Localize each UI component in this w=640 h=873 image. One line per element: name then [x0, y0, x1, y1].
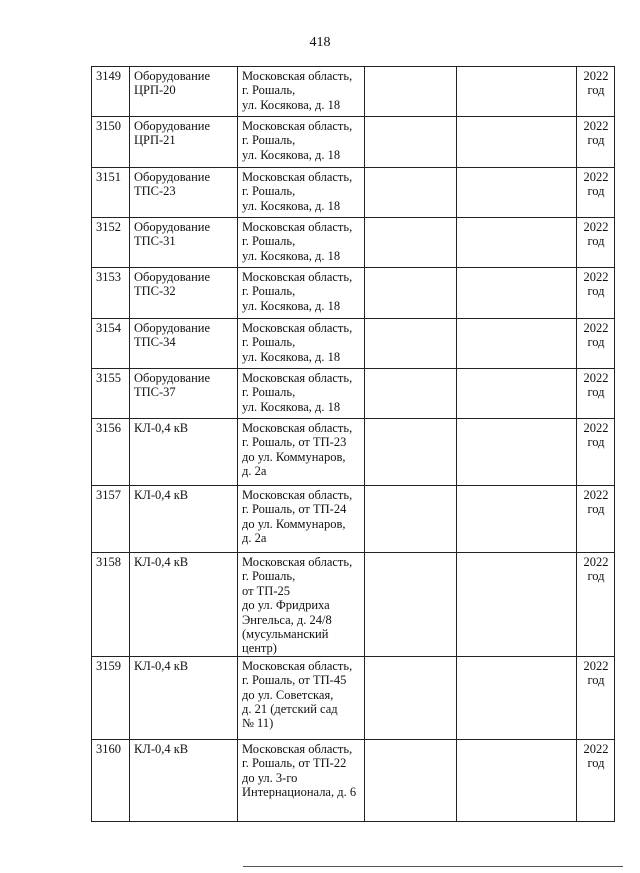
year-cell — [577, 369, 615, 419]
address-cell — [238, 319, 365, 369]
empty-cell — [457, 117, 577, 168]
year-cell — [577, 553, 615, 657]
address-cell — [238, 218, 365, 268]
object-name-cell — [130, 117, 238, 168]
year-cell — [577, 218, 615, 268]
table-row — [92, 268, 615, 319]
table-row — [92, 656, 615, 739]
year-line: год — [587, 83, 605, 98]
object-name-line: ТПС-23 — [134, 184, 176, 199]
object-name-cell — [130, 553, 238, 657]
address-line: до ул. Коммунаров, — [242, 449, 346, 464]
year-cell — [577, 319, 615, 369]
address-line: Энгельса, д. 24/8 — [242, 612, 332, 627]
row-number: 3151 — [96, 170, 121, 184]
empty-cell — [457, 67, 577, 117]
empty-cell — [365, 117, 457, 168]
address-cell — [238, 553, 365, 657]
address-line: Московская область, — [242, 170, 353, 184]
empty-cell — [365, 319, 457, 369]
row-number: 3160 — [96, 741, 121, 756]
address-line: Московская область, — [242, 270, 353, 284]
address-line: ул. Косякова, д. 18 — [242, 147, 341, 162]
row-number: 3159 — [96, 658, 121, 673]
row-number-cell — [92, 656, 130, 739]
address-line: г. Рошаль, — [242, 569, 296, 584]
row-number: 3158 — [96, 555, 121, 569]
object-name-cell — [130, 268, 238, 319]
year-line: 2022 — [583, 658, 609, 673]
year-line: 2022 — [583, 371, 609, 385]
year-line: год — [587, 673, 605, 688]
address-line: г. Рошаль, от ТП-24 — [242, 502, 347, 517]
address-line: г. Рошаль, — [242, 83, 296, 98]
empty-cell — [365, 268, 457, 319]
address-line: № 11) — [242, 716, 274, 731]
address-line: до ул. Коммунаров, — [242, 516, 346, 531]
table-row — [92, 168, 615, 218]
address-line: до ул. 3-го — [242, 770, 298, 785]
year-cell — [577, 117, 615, 168]
address-cell — [238, 419, 365, 486]
address-line: д. 2а — [242, 531, 267, 546]
address-line: до ул. Фридриха — [242, 598, 330, 613]
year-line: 2022 — [583, 270, 609, 284]
object-name-line: ТПС-37 — [134, 385, 176, 400]
address-line: г. Рошаль, — [242, 184, 296, 199]
address-line: Московская область, — [242, 741, 353, 756]
row-number-cell — [92, 67, 130, 117]
year-line: 2022 — [583, 170, 609, 184]
table-row — [92, 486, 615, 553]
year-line: 2022 — [583, 119, 609, 133]
object-name-line: КЛ-0,4 кВ — [134, 555, 189, 569]
row-number-cell — [92, 369, 130, 419]
empty-cell — [457, 319, 577, 369]
address-line: Московская область, — [242, 321, 353, 335]
object-name-line: ТПС-32 — [134, 284, 176, 299]
address-line: Интернационала, д. 6 — [242, 785, 357, 800]
empty-cell — [365, 553, 457, 657]
year-cell — [577, 486, 615, 553]
empty-cell — [457, 739, 577, 821]
empty-cell — [457, 268, 577, 319]
address-cell — [238, 117, 365, 168]
empty-cell — [365, 218, 457, 268]
object-name-line: КЛ-0,4 кВ — [134, 421, 189, 435]
object-name-cell — [130, 486, 238, 553]
year-line: год — [587, 435, 605, 450]
object-name-line: Оборудование — [134, 270, 211, 284]
empty-cell — [365, 369, 457, 419]
table-row — [92, 369, 615, 419]
empty-cell — [457, 168, 577, 218]
object-name-line: ТПС-31 — [134, 234, 176, 249]
empty-cell — [365, 67, 457, 117]
row-number-cell — [92, 419, 130, 486]
object-name-cell — [130, 369, 238, 419]
row-number: 3152 — [96, 220, 121, 234]
address-line: Московская область, — [242, 421, 353, 435]
year-line: год — [587, 234, 605, 249]
year-cell — [577, 656, 615, 739]
row-number: 3154 — [96, 321, 121, 335]
year-line: год — [587, 133, 605, 148]
empty-cell — [365, 419, 457, 486]
row-number: 3149 — [96, 69, 121, 83]
address-line: г. Рошаль, от ТП-22 — [242, 756, 347, 771]
object-name-cell — [130, 67, 238, 117]
table-row — [92, 419, 615, 486]
object-name-line: Оборудование — [134, 119, 211, 133]
address-cell — [238, 168, 365, 218]
row-number: 3155 — [96, 371, 121, 385]
object-name-line: КЛ-0,4 кВ — [134, 741, 189, 756]
object-name-line: КЛ-0,4 кВ — [134, 658, 189, 673]
empty-cell — [457, 218, 577, 268]
empty-cell — [457, 419, 577, 486]
year-cell — [577, 67, 615, 117]
object-name-cell — [130, 419, 238, 486]
address-line: центр) — [242, 641, 277, 656]
address-cell — [238, 67, 365, 117]
object-name-line: Оборудование — [134, 371, 211, 385]
address-line: Московская область, — [242, 69, 353, 83]
year-line: 2022 — [583, 555, 609, 569]
registry-table-body — [92, 67, 615, 822]
registry-table — [91, 66, 615, 822]
address-line: ул. Косякова, д. 18 — [242, 298, 341, 313]
table-row — [92, 117, 615, 168]
address-line: ул. Косякова, д. 18 — [242, 198, 341, 213]
empty-cell — [457, 553, 577, 657]
page-number: 418 — [309, 35, 331, 50]
row-number-cell — [92, 553, 130, 657]
row-number-cell — [92, 117, 130, 168]
row-number: 3156 — [96, 421, 121, 435]
year-line: 2022 — [583, 488, 609, 502]
year-line: год — [587, 284, 605, 299]
address-line: Московская область, — [242, 555, 353, 569]
empty-cell — [457, 656, 577, 739]
address-line: Московская область, — [242, 488, 353, 502]
object-name-line: Оборудование — [134, 321, 211, 335]
empty-cell — [365, 168, 457, 218]
year-line: год — [587, 335, 605, 350]
year-line: год — [587, 502, 605, 517]
object-name-line: Оборудование — [134, 69, 211, 83]
address-line: ул. Косякова, д. 18 — [242, 349, 341, 364]
address-cell — [238, 486, 365, 553]
address-line: Московская область, — [242, 119, 353, 133]
address-line: от ТП-25 — [242, 583, 290, 598]
object-name-cell — [130, 319, 238, 369]
address-line: г. Рошаль, — [242, 335, 296, 350]
row-number-cell — [92, 486, 130, 553]
year-line: 2022 — [583, 741, 609, 756]
object-name-cell — [130, 218, 238, 268]
row-number-cell — [92, 268, 130, 319]
table-row — [92, 319, 615, 369]
address-line: до ул. Советская, — [242, 687, 334, 702]
year-line: год — [587, 756, 605, 771]
year-line: 2022 — [583, 220, 609, 234]
row-number-cell — [92, 739, 130, 821]
address-line: ул. Косякова, д. 18 — [242, 97, 341, 112]
object-name-cell — [130, 739, 238, 821]
address-line: ул. Косякова, д. 18 — [242, 399, 341, 414]
address-line: г. Рошаль, — [242, 385, 296, 400]
row-number: 3157 — [96, 488, 121, 502]
bottom-rule — [243, 866, 623, 867]
object-name-line: ТПС-34 — [134, 335, 176, 350]
object-name-line: Оборудование — [134, 220, 211, 234]
row-number: 3153 — [96, 270, 121, 284]
object-name-line: ЦРП-20 — [134, 83, 176, 98]
address-line: г. Рошаль, — [242, 234, 296, 249]
address-cell — [238, 656, 365, 739]
empty-cell — [365, 656, 457, 739]
row-number-cell — [92, 319, 130, 369]
year-line: 2022 — [583, 69, 609, 83]
year-cell — [577, 739, 615, 821]
address-line: Московская область, — [242, 371, 353, 385]
empty-cell — [365, 739, 457, 821]
row-number-cell — [92, 218, 130, 268]
address-cell — [238, 369, 365, 419]
address-line: г. Рошаль, от ТП-23 — [242, 435, 347, 450]
object-name-line: КЛ-0,4 кВ — [134, 488, 189, 502]
address-line: г. Рошаль, — [242, 133, 296, 148]
table-row — [92, 739, 615, 821]
year-cell — [577, 168, 615, 218]
address-cell — [238, 268, 365, 319]
year-line: 2022 — [583, 421, 609, 435]
object-name-cell — [130, 168, 238, 218]
address-line: ул. Косякова, д. 18 — [242, 248, 341, 263]
year-cell — [577, 419, 615, 486]
year-line: год — [587, 184, 605, 199]
row-number: 3150 — [96, 119, 121, 133]
address-line: г. Рошаль, от ТП-45 — [242, 673, 347, 688]
address-line: (мусульманский — [242, 627, 329, 642]
row-number-cell — [92, 168, 130, 218]
address-line: д. 21 (детский сад — [242, 702, 338, 717]
table-row — [92, 67, 615, 117]
year-cell — [577, 268, 615, 319]
table-row — [92, 553, 615, 657]
object-name-line: ЦРП-21 — [134, 133, 176, 148]
address-line: Московская область, — [242, 658, 353, 673]
empty-cell — [365, 486, 457, 553]
address-line: Московская область, — [242, 220, 353, 234]
empty-cell — [457, 486, 577, 553]
empty-cell — [457, 369, 577, 419]
object-name-line: Оборудование — [134, 170, 211, 184]
object-name-cell — [130, 656, 238, 739]
year-line: 2022 — [583, 321, 609, 335]
address-cell — [238, 739, 365, 821]
address-line: г. Рошаль, — [242, 284, 296, 299]
address-line: д. 2а — [242, 464, 267, 479]
table-row — [92, 218, 615, 268]
year-line: год — [587, 385, 605, 400]
year-line: год — [587, 569, 605, 584]
